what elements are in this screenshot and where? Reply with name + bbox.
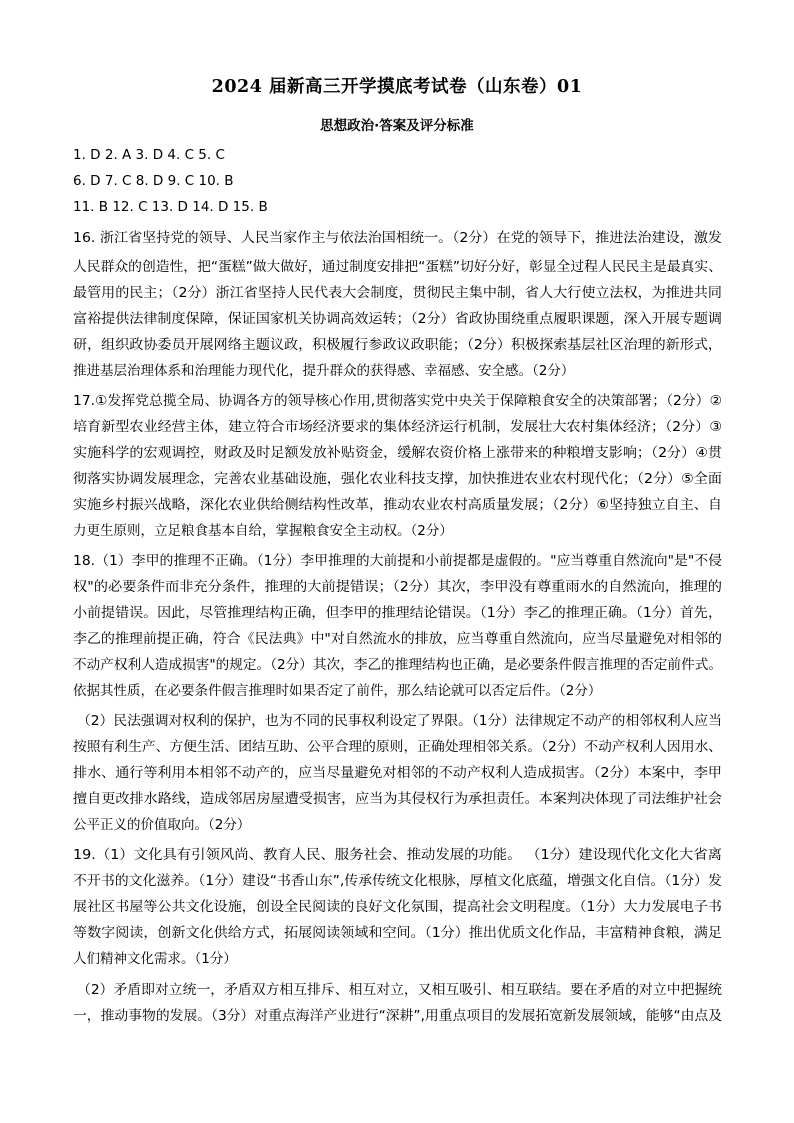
answer-line-text: 一，推动事物的发展。（3分）对重点海洋产业进行“深耕”,用重点项目的发展拓宽新发展领域，能够“由点及 (73, 1008, 723, 1024)
answer-line-text: 19.（1）文化具有引领风尚、教育人民、服务社会、推动发展的功能。 （1分）建设现代化文化大省离 (73, 847, 722, 863)
answer-text-line (73, 898, 723, 917)
answer-text-line (73, 146, 225, 165)
answer-line-text: 实施科学的宏观调控，财政及时足额发放补贴资金，缓解农资价格上涨带来的种粮增支影响；（2分）④贯 (73, 445, 722, 461)
answer-text-line (73, 198, 268, 217)
answer-text-line (73, 418, 722, 437)
answer-line-text: 不动产权利人造成损害"的规定。（2分）其次，李乙的推理结构也正确，是必要条件假言推理的否定前件式。 (73, 657, 722, 673)
answer-line-text: 11. B 12. C 13. D 14. D 15. B (73, 199, 268, 215)
answer-line-text: 人们精神文化需求。（1分） (73, 951, 237, 967)
answer-text-line (73, 656, 722, 675)
answer-line-text: 人民群众的创造性，把“蛋糕”做大做好，通过制度安排把“蛋糕”切好分好，彰显全过程人民民主是最真实、 (73, 259, 723, 275)
answer-line-text: 实施乡村振兴战略，深化农业供给侧结构性改革，推动农业农村高质量发展；（2分）⑥坚持独立自主、自 (73, 497, 722, 513)
answer-text-line (73, 578, 722, 597)
answer-text-line (73, 738, 723, 757)
answer-text-line (73, 444, 722, 463)
answer-line-text: 彻落实协调发展理念，完善农业基础设施，强化农业科技支撑，加快推进农业农村现代化；（2分）⑤全面 (73, 471, 722, 487)
answer-line-text: （2）矛盾即对立统一，矛盾双方相互排斥、相互对立，又相互吸引、相互联结。要在矛盾的对立中把握统 (77, 982, 723, 998)
answer-line-text: 依据其性质，在必要条件假言推理时如果否定了前件，那么结论就可以否定后件。（2分） (73, 683, 602, 699)
page-subtitle: 思想政治·答案及评分标准 (320, 118, 474, 134)
answer-line-text: 17.①发挥党总揽全局、协调各方的领导核心作用,贯彻落实党中央关于保障粮食安全的决策部署；（2分）② (73, 393, 723, 409)
answer-text-line (73, 229, 723, 248)
answer-text-line (73, 362, 574, 381)
answer-text-line (77, 981, 723, 1000)
answer-text-line (73, 336, 723, 355)
answer-line-text: 不开书的文化滋养。（1分）建设“书香山东”,传承传统文化根脉，厚植文化底蕴，增强文化自信。（1分）发 (73, 873, 722, 889)
answer-text-line (73, 630, 722, 649)
answer-text-line (73, 604, 722, 623)
answer-text-line (73, 816, 250, 835)
answer-line-text: 按照有利生产、方便生活、团结互助、公平合理的原则，正确处理相邻关系。（2分）不动产权利人因用水、 (73, 739, 723, 755)
answer-text-line (77, 712, 723, 731)
answer-text-line (73, 496, 722, 515)
answer-line-text: 李乙的推理前提正确，符合《民法典》中"对自然流水的排放，应当尊重自然流向，应当尽量避免对相邻的 (73, 631, 722, 647)
answer-line-text: 16. 浙江省坚持党的领导、人民当家作主与依法治国相统一。（2分）在党的领导下，推进法治建设，激发 (73, 230, 723, 246)
answer-line-text: 研，组织政协委员开展网络主题议政，积极履行参政议政职能；（2分）积极探索基层社区治理的新形式， (73, 337, 723, 353)
answer-text-line (73, 924, 723, 943)
answer-text-line (73, 258, 723, 277)
answer-line-text: 公平正义的价值取向。（2分） (73, 817, 251, 833)
answer-line-text: 力更生原则，立足粮食基本自给，掌握粮食安全主动权。（2分） (73, 523, 453, 539)
answer-line-text: 富裕提供法律制度保障，保证国家机关协调高效运转；（2分）省政协围绕重点履职课题，深入开展专题调 (73, 311, 723, 327)
answer-text-line (73, 522, 453, 541)
answer-text-line (73, 872, 722, 891)
page-title: 2024 届新高三开学摸底考试卷（山东卷）01 (211, 77, 583, 97)
answer-line-text: 小前提错误。因此，尽管推理结构正确，但李甲的推理结论错误。（1分）李乙的推理正确。（1分）首先， (73, 605, 722, 621)
answer-text-line (73, 950, 237, 969)
answer-line-text: 排水、通行等利用本相邻不动产的，应当尽量避免对相邻的不动产权利人造成损害。（2分）本案中，李甲 (73, 765, 723, 781)
answer-text-line (73, 284, 723, 303)
answer-text-line (73, 392, 723, 411)
answer-text-line (73, 790, 723, 809)
answer-text-line (73, 552, 723, 571)
answer-line-text: （2）民法强调对权利的保护，也为不同的民事权利设定了界限。（1分）法律规定不动产的相邻权利人应当 (77, 713, 723, 729)
answer-text-line (73, 172, 234, 191)
answer-line-text: 等数字阅读，创新文化供给方式，拓展阅读领域和空间。（1分）推出优质文化作品，丰富精神食粮，满足 (73, 925, 723, 941)
answer-line-text: 展社区书屋等公共文化设施，创设全民阅读的良好文化氛围，提高社会文明程度。（1分）大力发展电子书 (73, 899, 723, 915)
answer-line-text: 最管用的民主；（2分）浙江省坚持人民代表大会制度，贯彻民主集中制，省人大行使立法权，为推进共同 (73, 285, 723, 301)
answer-line-text: 培育新型农业经营主体，建立符合市场经济要求的集体经济运行机制，发展壮大农村集体经济；（2分）③ (73, 419, 722, 435)
answer-line-text: 擅自更改排水路线，造成邻居房屋遭受损害，应当为其侵权行为承担责任。本案判决体现了司法维护社会 (73, 791, 723, 807)
answer-line-text: 1. D 2. A 3. D 4. C 5. C (73, 147, 225, 163)
answer-line-text: 6. D 7. C 8. D 9. C 10. B (73, 173, 234, 189)
answer-text-line (73, 764, 723, 783)
answer-line-text: 权"的必要条件而非充分条件，推理的大前提错误；（2分）其次，李甲没有尊重雨水的自然流向，推理的 (73, 579, 722, 595)
answer-text-line (73, 682, 601, 701)
answer-text-line (73, 470, 722, 489)
answer-line-text: 18.（1）李甲的推理不正确。（1分）李甲推理的大前提和小前提都是虚假的。"应当尊重自然流向"是"不侵 (73, 553, 723, 569)
answer-line-text: 推进基层治理体系和治理能力现代化，提升群众的获得感、幸福感、安全感。（2分） (73, 363, 575, 379)
answer-text-line (73, 310, 723, 329)
answer-text-line (73, 846, 722, 865)
answer-text-line (73, 1007, 723, 1026)
